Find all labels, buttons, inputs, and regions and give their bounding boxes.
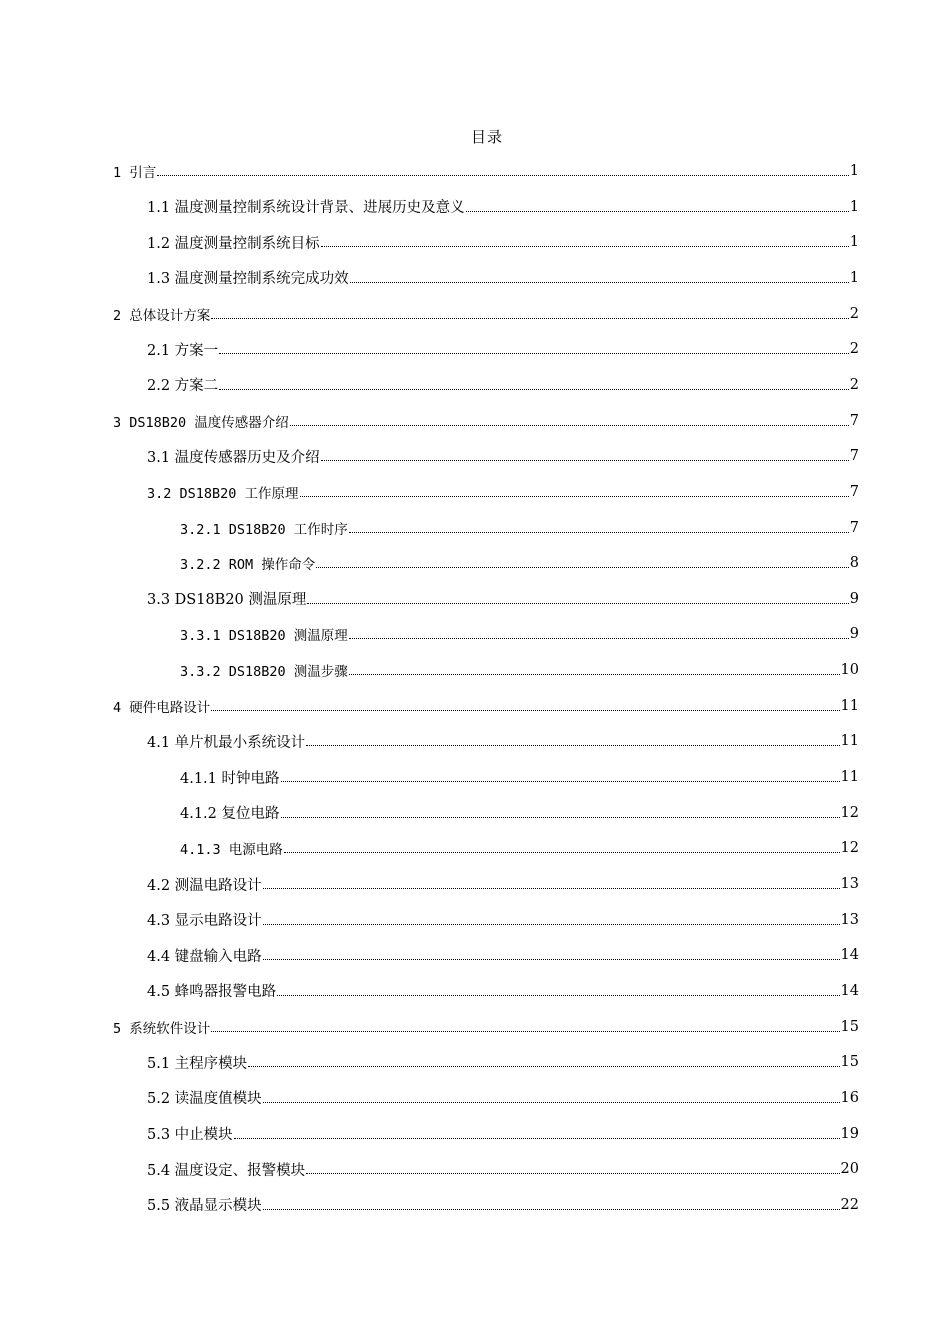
toc-entry-title: 4.3 显示电路设计: [147, 913, 262, 930]
toc-entry-title: 5.3 中止模块: [147, 1127, 233, 1144]
toc-dot-leader: [349, 530, 849, 533]
toc-dot-leader: [349, 636, 849, 639]
toc-entry[interactable]: [113, 1009, 859, 1045]
toc-entry[interactable]: [147, 224, 859, 260]
toc-entry-title: 4.1 单片机最小系统设计: [147, 734, 306, 751]
toc-page-number: 16: [840, 1089, 859, 1106]
toc-dot-leader: [219, 387, 849, 390]
toc-dot-leader: [316, 565, 848, 568]
toc-entry[interactable]: [147, 331, 859, 367]
toc-entry-title: 4.1.3 电源电路: [180, 842, 283, 859]
toc-dot-leader: [306, 1171, 839, 1174]
toc-entry[interactable]: [147, 367, 859, 403]
toc-page-number: 20: [840, 1161, 859, 1178]
toc-page-number: 19: [840, 1125, 859, 1142]
toc-entry-title: 4 硬件电路设计: [113, 699, 211, 716]
toc-entry[interactable]: [180, 759, 859, 795]
toc-entry-title: 3.1 温度传感器历史及介绍: [147, 449, 320, 466]
toc-entry-title: 4.1.1 时钟电路: [180, 770, 280, 787]
toc-entry-title: 4.5 蜂鸣器报警电路: [147, 984, 277, 1001]
toc-dot-leader: [300, 494, 849, 497]
toc-page-number: 22: [840, 1196, 859, 1213]
toc-page-number: 1: [849, 163, 859, 179]
toc-entry-title: 5 系统软件设计: [113, 1020, 211, 1037]
toc-entry[interactable]: [180, 616, 859, 652]
toc-page-number: 7: [849, 448, 859, 465]
toc-entry[interactable]: [113, 403, 859, 439]
toc-entry[interactable]: [147, 1116, 859, 1152]
toc-page-number: 9: [849, 626, 859, 643]
toc-entry[interactable]: [147, 1080, 859, 1116]
toc-page-number: 7: [849, 483, 859, 500]
toc-page-number: 10: [840, 662, 859, 679]
toc-entry[interactable]: [113, 296, 859, 332]
toc-dot-leader: [277, 993, 839, 996]
toc-page-number: 15: [840, 1018, 859, 1035]
toc-dot-leader: [263, 922, 840, 925]
toc-dot-leader: [321, 244, 849, 247]
toc-entry-title: 4.1.2 复位电路: [180, 806, 280, 823]
toc-page-number: 13: [840, 911, 859, 928]
toc-dot-leader: [263, 1207, 840, 1210]
toc-page-number: 2: [849, 341, 859, 358]
toc-page-number: 11: [840, 697, 859, 714]
toc-entry[interactable]: [147, 1151, 859, 1187]
toc-entry-title: 3.3.2 DS18B20 测温步骤: [180, 664, 348, 681]
toc-dot-leader: [350, 280, 849, 283]
toc-dot-leader: [211, 708, 839, 711]
toc-entry-title: 2 总体设计方案: [113, 307, 211, 324]
toc-page-number: 1: [849, 198, 859, 215]
toc-entry-title: 3.3.1 DS18B20 测温原理: [180, 628, 348, 645]
toc-entry[interactable]: [147, 474, 859, 510]
toc-entry-title: 3 DS18B20 温度传感器介绍: [113, 414, 289, 431]
toc-entry-title: 1.1 温度测量控制系统设计背景、进展历史及意义: [147, 200, 465, 217]
toc-page-number: 13: [840, 876, 859, 892]
toc-dot-leader: [307, 601, 848, 604]
toc-page-number: 2: [849, 305, 859, 322]
toc-entry-title: 5.4 温度设定、报警模块: [147, 1162, 306, 1179]
toc-page-number: 7: [849, 519, 859, 536]
toc-entry[interactable]: [180, 830, 859, 866]
toc-page-number: 14: [840, 947, 859, 964]
toc-dot-leader: [219, 351, 849, 354]
toc-dot-leader: [281, 815, 840, 818]
toc-entry[interactable]: [147, 438, 859, 474]
toc-page-number: 8: [849, 555, 859, 572]
toc-dot-leader: [263, 1100, 840, 1103]
toc-entry-title: 2.1 方案一: [147, 342, 219, 359]
toc-entry[interactable]: [147, 973, 859, 1009]
toc-page-number: 15: [840, 1054, 859, 1071]
toc-page-number: 11: [840, 733, 859, 750]
toc-entry[interactable]: [180, 545, 859, 581]
toc-entry-title: 5.5 液晶显示模块: [147, 1198, 262, 1215]
toc-entry[interactable]: [147, 937, 859, 973]
toc-entry-title: 1.3 温度测量控制系统完成功效: [147, 271, 349, 288]
toc-dot-leader: [290, 423, 849, 426]
toc-entry-title: 1.2 温度测量控制系统目标: [147, 235, 320, 252]
toc-entry-title: 3.2.2 ROM 操作命令: [180, 557, 316, 574]
toc-entry[interactable]: [147, 1044, 859, 1080]
toc-dot-leader: [263, 886, 840, 889]
toc-entry[interactable]: [180, 795, 859, 831]
toc-dot-leader: [248, 1064, 839, 1067]
toc-entry-title: 1 引言: [113, 165, 157, 181]
toc-entry[interactable]: [147, 581, 859, 617]
toc-entry[interactable]: [147, 260, 859, 296]
toc-entry[interactable]: [147, 189, 859, 225]
toc-entry-title: 4.2 测温电路设计: [147, 877, 262, 894]
toc-page-number: 14: [840, 982, 859, 999]
toc-page-number: 1: [849, 269, 859, 286]
toc-entry[interactable]: [113, 688, 859, 724]
toc-entry-title: 2.2 方案二: [147, 378, 219, 395]
toc-entry-title: 3.3 DS18B20 测温原理: [147, 592, 307, 609]
toc-dot-leader: [466, 209, 849, 212]
toc-dot-leader: [349, 672, 840, 675]
toc-page-number: 2: [849, 376, 859, 393]
toc-dot-leader: [157, 173, 849, 176]
toc-dot-leader: [211, 316, 849, 319]
toc-page-number: 11: [840, 769, 859, 786]
toc-dot-leader: [284, 850, 840, 853]
toc-page-number: 1: [849, 234, 859, 251]
toc-entry[interactable]: [147, 723, 859, 759]
toc-dot-leader: [281, 779, 840, 782]
toc-entry[interactable]: [147, 866, 859, 902]
page-title: 目录: [470, 128, 503, 146]
toc-dot-leader: [234, 1136, 840, 1139]
toc-entry-title: 4.4 键盘输入电路: [147, 948, 262, 965]
toc-entry[interactable]: [180, 652, 859, 688]
toc-entry-title: 5.2 读温度值模块: [147, 1091, 262, 1108]
toc-entry-title: 5.1 主程序模块: [147, 1055, 248, 1072]
toc-page-number: 9: [849, 590, 859, 607]
toc-page-number: 12: [840, 804, 859, 821]
toc-entry[interactable]: [113, 153, 859, 189]
toc-entry-title: 3.2.1 DS18B20 工作时序: [180, 521, 348, 538]
toc-dot-leader: [306, 743, 839, 746]
toc-entry[interactable]: [147, 902, 859, 938]
toc-entry[interactable]: [180, 510, 859, 546]
toc-dot-leader: [211, 1029, 839, 1032]
toc-entry[interactable]: [147, 1187, 859, 1223]
toc-page-number: 7: [849, 412, 859, 429]
toc-dot-leader: [321, 458, 849, 461]
toc-entry-title: 3.2 DS18B20 工作原理: [147, 485, 299, 502]
toc-page-number: 12: [840, 840, 859, 857]
toc-dot-leader: [263, 957, 840, 960]
